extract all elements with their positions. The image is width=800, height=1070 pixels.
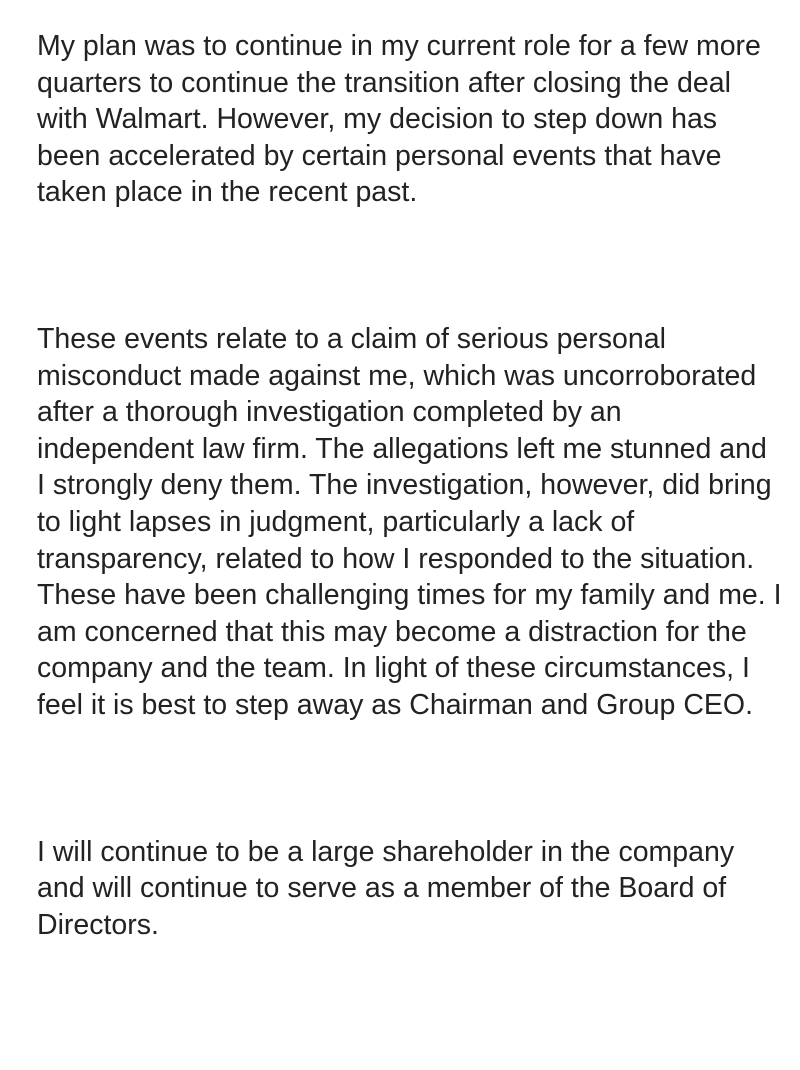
paragraph-2: These events relate to a claim of serious personal misconduct made against me, which was uncorroborated after a thorough investigation completed by an independent law firm. The allegations left me stunned and I strongly deny them. The investigation, however, did bring to light lapses in judgment, particularly a lack of transparency, related to how I responded to the situation. These have been challenging times for my family and me. I am concerned that this may become a distraction for the company and the team. In light of these circumstances, I feel it is best to step away as Chairman and Group CEO. bbox=[37, 322, 782, 721]
paragraph-1: My plan was to continue in my current role for a few more quarters to continue the transition after closing the deal with Walmart. However, my decision to step down has been accelerated by certain personal events that have taken place in the recent past. bbox=[37, 30, 761, 209]
paragraph-3: I will continue to be a large shareholder in the company and will continue to serve as a member of the Board of Directors. bbox=[37, 835, 735, 941]
document-body bbox=[37, 28, 782, 943]
